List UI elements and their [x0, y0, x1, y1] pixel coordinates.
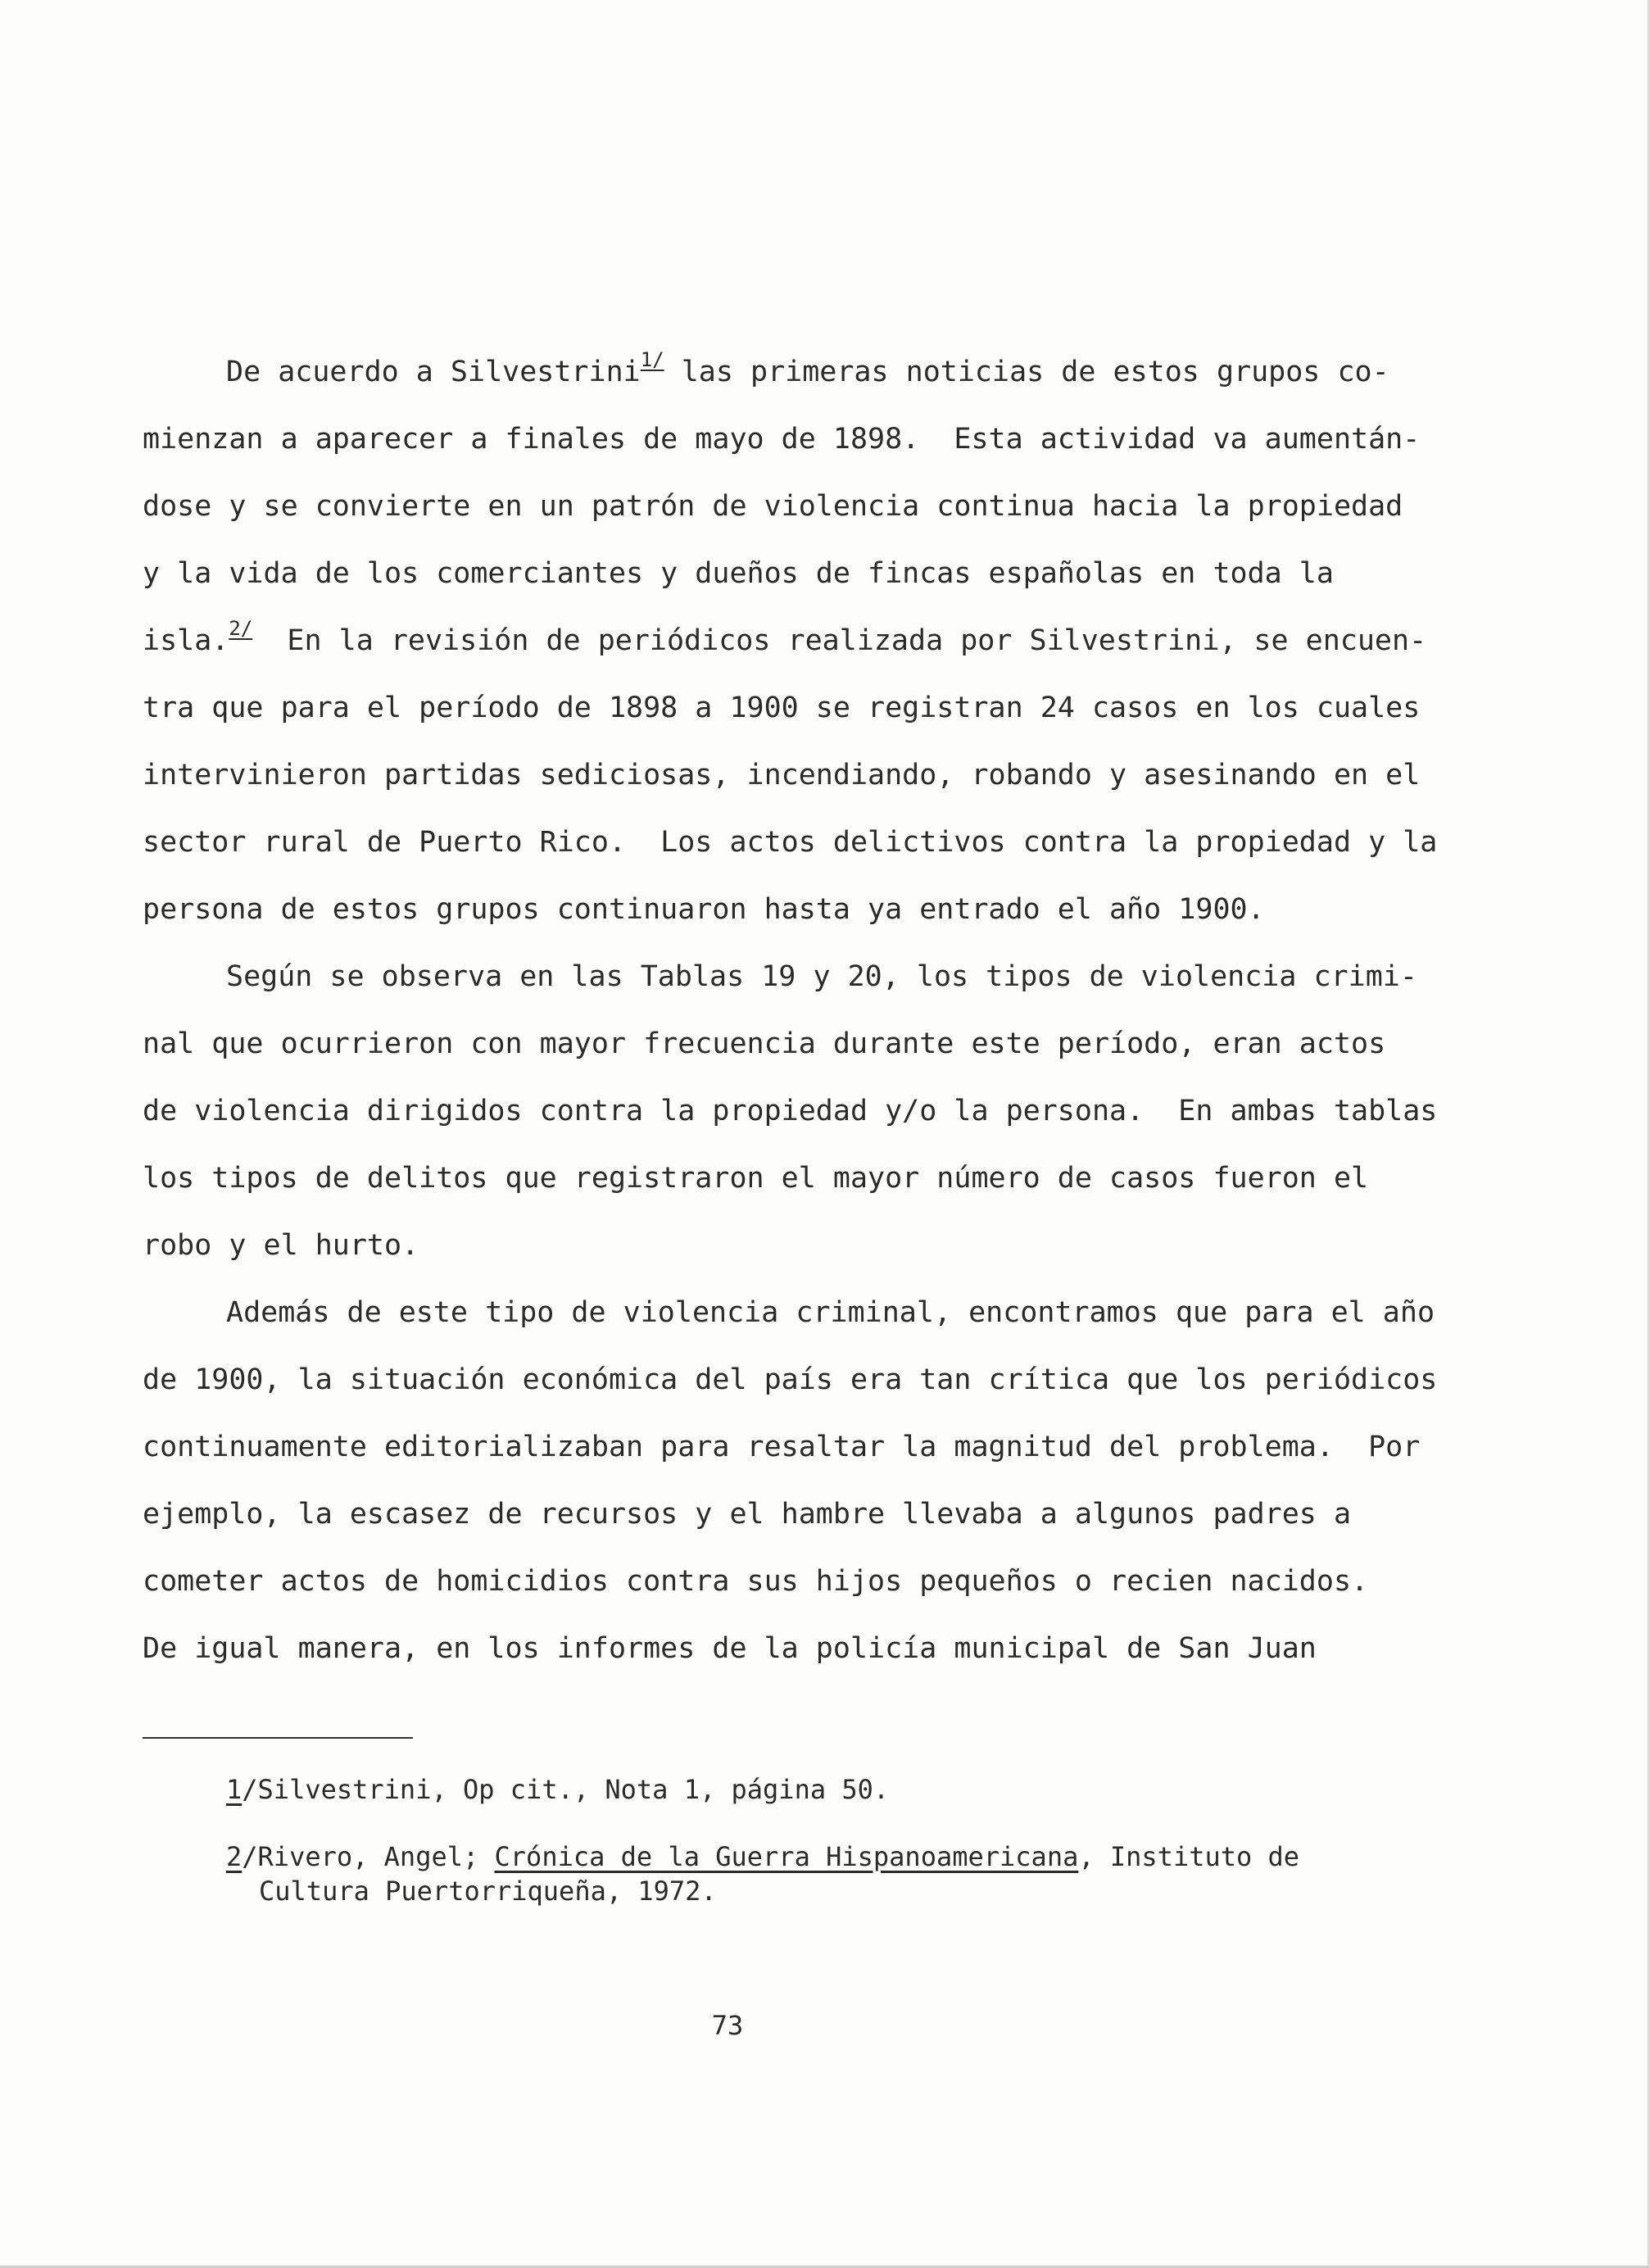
- paragraph-3-line-1: Además de este tipo de violencia criminal, encontramos que para el año: [226, 1296, 1435, 1329]
- footnote-2: [226, 1840, 1299, 1873]
- footnote-text: /Silvestrini, Op cit., Nota 1, página 50.: [242, 1774, 890, 1805]
- page-number: 73: [711, 2010, 744, 2041]
- paragraph-3-line-2: de 1900, la situación económica del país era tan crítica que los periódicos: [143, 1363, 1438, 1396]
- paragraph-2-line-1: Según se observa en las Tablas 19 y 20, los tipos de violencia crimi-: [226, 960, 1417, 993]
- footnote-number: 2: [226, 1841, 243, 1872]
- footnote-1: [226, 1773, 889, 1806]
- paragraph-2-line-4: los tipos de delitos que registraron el mayor número de casos fueron el: [143, 1162, 1369, 1195]
- paragraph-1-line-7: intervinieron partidas sediciosas, incendiando, robando y asesinando en el: [143, 759, 1421, 792]
- footnote-number: 1: [226, 1774, 243, 1805]
- paragraph-1-line-3: dose y se convierte en un patrón de violencia continua hacia la propiedad: [143, 490, 1403, 523]
- paragraph-3-line-3: continuamente editorializaban para resaltar la magnitud del problema. Por: [143, 1431, 1421, 1463]
- paragraph-3-line-4: ejemplo, la escasez de recursos y el hambre llevaba a algunos padres a: [143, 1498, 1352, 1531]
- paragraph-3-line-6: De igual manera, en los informes de la policía municipal de San Juan: [143, 1632, 1317, 1665]
- paragraph-2-line-2: nal que ocurrieron con mayor frecuencia durante este período, eran actos: [143, 1027, 1386, 1060]
- footnote-ref-1: 1/: [640, 348, 664, 371]
- footnote-separator: [143, 1737, 413, 1739]
- paragraph-3-line-5: cometer actos de homicidios contra sus hijos pequeños o recien nacidos.: [143, 1565, 1369, 1598]
- paragraph-1-line-4: y la vida de los comerciantes y dueños de fincas españolas en toda la: [143, 557, 1334, 590]
- footnote-text: , Instituto de: [1078, 1841, 1300, 1872]
- paragraph-1-line-9: persona de estos grupos continuaron hasta ya entrado el año 1900.: [143, 893, 1265, 926]
- paragraph-1-line-8: sector rural de Puerto Rico. Los actos delictivos contra la propiedad y la: [143, 826, 1438, 859]
- paragraph-2-line-5: robo y el hurto.: [143, 1229, 419, 1262]
- paragraph-2-line-3: de violencia dirigidos contra la propiedad y/o la persona. En ambas tablas: [143, 1095, 1438, 1127]
- paragraph-1-line-1: [226, 348, 1389, 392]
- text-segment: En la revisión de periódicos realizada por Silvestrini, se encuen-: [252, 624, 1427, 657]
- text-segment: las primeras noticias de estos grupos co-: [664, 356, 1389, 388]
- cited-title: Crónica de la Guerra Hispanoamericana: [494, 1841, 1079, 1872]
- paragraph-1-line-6: tra que para el período de 1898 a 1900 se registran 24 casos en los cuales: [143, 692, 1421, 724]
- paragraph-1-line-5: [143, 617, 1427, 661]
- footnote-ref-2: 2/: [229, 617, 253, 640]
- footnote-2-continuation: Cultura Puertorriqueña, 1972.: [259, 1876, 717, 1907]
- text-segment: isla.: [143, 624, 229, 657]
- footnote-text: /Rivero, Angel;: [242, 1841, 495, 1872]
- paragraph-1-line-2: mienzan a aparecer a finales de mayo de 1898. Esta actividad va aumentán-: [143, 423, 1421, 456]
- text-segment: De acuerdo a Silvestrini: [226, 356, 641, 388]
